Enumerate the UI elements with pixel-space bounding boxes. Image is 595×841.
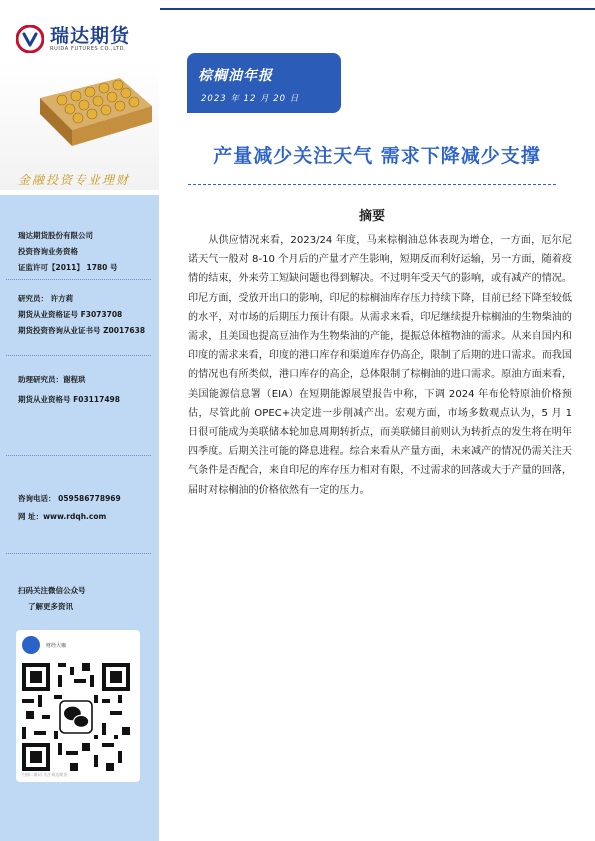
sidebar-info-panel [0, 195, 159, 841]
assistant-line: 助理研究员：谢程珙 [18, 375, 86, 384]
contact-website: 网 址：www.rdqh.com [18, 512, 107, 521]
dashed-divider [188, 184, 556, 185]
page-title: 产量减少关注天气 需求下降减少支撑 [213, 145, 541, 167]
divider [6, 455, 151, 456]
slogan: 金融投资专业理财 [18, 173, 131, 187]
wechat-line: 了解更多资讯 [28, 602, 73, 611]
top-rule [160, 8, 595, 10]
assistant-line: 期货从业资格号 F03117498 [18, 395, 120, 404]
logo-chinese-name: 瑞达期货 [50, 24, 131, 47]
assistant-info [18, 372, 120, 408]
chocolate-box-illustration [0, 60, 159, 170]
company-logo [16, 22, 130, 56]
company-line: 瑞达期货股份有限公司 [18, 231, 93, 240]
analyst-line: 期货从业资格证号 F3073708 [18, 310, 123, 319]
company-line: 投资咨询业务资格 [18, 247, 78, 256]
wechat-account-logo-icon [22, 636, 40, 654]
qr-code-icon[interactable] [22, 663, 130, 771]
divider [6, 279, 151, 280]
report-type: 棕榈油年报 [198, 68, 273, 84]
qr-brand: 财经大咖 [46, 642, 67, 649]
qr-footer: 扫描二维码 关注瑞达期货 [22, 772, 68, 777]
contact-phone: 咨询电话： 059586778969 [18, 494, 121, 503]
logo-english-name: RUIDA FUTURES CO.,LTD. [50, 45, 127, 52]
analyst-info [18, 291, 145, 339]
report-date: 2023 年 12 月 20 日 [201, 94, 300, 104]
wechat-line: 扫码关注微信公众号 [18, 586, 86, 595]
qr-card[interactable] [16, 630, 140, 782]
report-banner [187, 53, 341, 113]
divider [6, 553, 151, 554]
abstract-body: 从供应情况来看，2023/24 年度，马来棕榈油总体表现为增仓，一方面，厄尔尼诺天气一般对 8-10 个月后的产量才产生影响，短期反而利好运输，另一方面，随着疫情的结束，外来劳工短缺问题也得到解决。不过明年受天气的影响，或有减产的情况。 印尼方面，受放开出口的影响，印尼的棕榈油库存压力持续下降，目前已经下降至较低的水平，对市场的后期压力预计有限。从需求来看，印尼继续提升棕榈油的生物柴油的需求，且美国也提高豆油作为生物柴油的产能，提振总体植物油的需求。从来自国内和印度的需求来看，印度的港口库存和渠道库存仍高企，限制了后期的进口需求。而我国的情况也有所类似，港口库存的高企，总体限制了棕榈油的进口需求。原油方面来看，美国能源信息署（EIA）在短期能源展望报告中称，下调 2024 年布伦特原油价格预估，尽管此前 OPEC+决定进一步削减产出。宏观方面，市场多数观点认为，5 月 1 日很可能成为美联储本轮加息周期转折点，而美联储目前则认为转折点的发生将在明年四季度。后期关注可能的降息进程。综合来看从产量方面，未来减产的情况仍需关注天气条件是否配合，来自印尼的库存压力相对有限，不过需求的回落或大于产量的回落，届时对棕榈油的价格依然有一定的压力。 [188, 235, 572, 496]
analyst-line: 期货投资咨询从业证书号 Z0017638 [18, 326, 146, 335]
sidebar [0, 60, 159, 841]
company-info [18, 228, 117, 276]
divider [6, 355, 151, 356]
contact-info [18, 491, 121, 525]
abstract-title: 摘要 [358, 209, 385, 224]
wechat-info [18, 583, 86, 615]
company-line: 证监许可【2011】 1780 号 [18, 263, 118, 272]
ruida-logo-icon [16, 25, 44, 53]
gift-box-image [0, 60, 159, 190]
analyst-line: 研究员： 许方莉 [18, 294, 74, 303]
